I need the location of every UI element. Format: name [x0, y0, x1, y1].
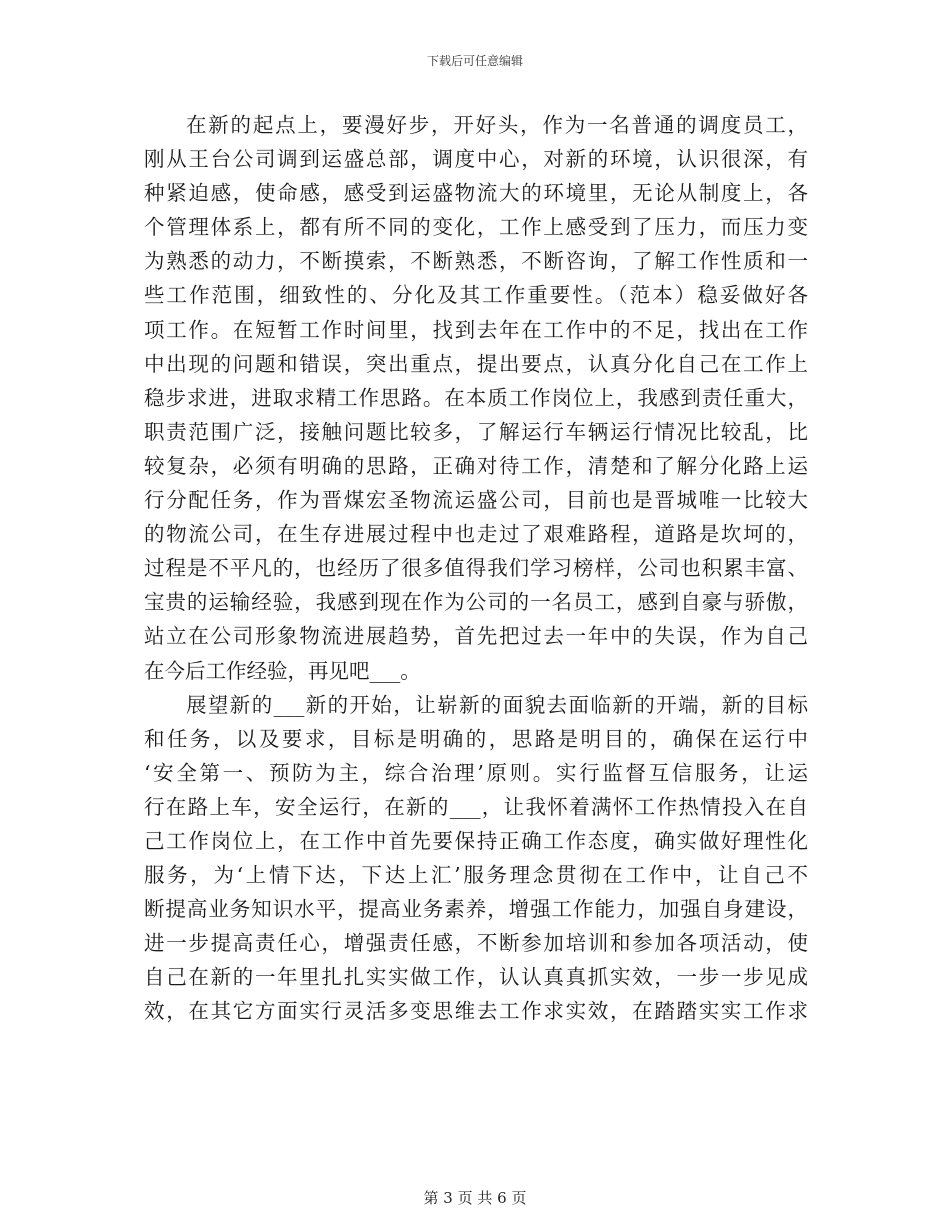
text-line: 在今后工作经验，再见吧___。	[144, 658, 421, 683]
text-line: 为熟悉的动力，不断摸索，不断熟悉，不断咨询，了解工作性质和一	[144, 249, 808, 274]
text-line: 服务，为‘上情下达，下达上汇’服务理念贯彻在工作中，让自己不	[144, 863, 808, 888]
text-line: 在新的起点上，要漫好步，开好头，作为一名普通的调度员工，	[186, 113, 808, 137]
text-line: 和任务，以及要求，目标是明确的，思路是明目的，确保在运行中	[144, 726, 808, 751]
text-line: 职责范围广泛，接触问题比较多，了解运行车辆运行情况比较乱，比	[144, 419, 808, 444]
text-line: 较复杂，必须有明确的思路，正确对待工作，清楚和了解分化路上运	[144, 453, 808, 478]
text-line: 项工作。在短暂工作时间里，找到去年在工作中的不足，找出在工作	[144, 317, 808, 342]
text-line: 中出现的问题和错误，突出重点，提出要点，认真分化自己在工作上	[144, 351, 808, 376]
page-header: 下载后可任意编辑	[426, 54, 523, 68]
text-line: 己工作岗位上，在工作中首先要保持正确工作态度，确实做好理性化	[144, 828, 808, 853]
text-line: 断提高业务知识水平，提高业务素养，增强工作能力，加强自身建设，	[144, 897, 808, 922]
paragraph-2	[144, 688, 808, 1029]
text-line: 展望新的___新的开始，让崭新的面貌去面临新的开端，新的目标	[186, 692, 808, 717]
text-line: 个管理体系上，都有所不同的变化，工作上感受到了压力，而压力变	[144, 215, 808, 240]
text-line: 刚从王台公司调到运盛总部，调度中心，对新的环境，认识很深，有	[144, 147, 808, 172]
text-line: ‘安全第一、预防为主，综合治理’原则。实行监督互信服务，让运	[144, 760, 808, 785]
text-line: 种紧迫感，使命感，感受到运盛物流大的环境里，无论从制度上，各	[144, 181, 808, 206]
paragraph-1	[144, 108, 808, 688]
text-line: 进一步提高责任心，增强责任感，不断参加培训和参加各项活动，使	[144, 931, 808, 956]
text-line: 宝贵的运输经验，我感到现在作为公司的一名员工，感到自豪与骄傲，	[144, 590, 808, 615]
text-line: 行分配任务，作为晋煤宏圣物流运盛公司，目前也是晋城唯一比较大	[144, 488, 808, 513]
text-line: 的物流公司，在生存进展过程中也走过了艰难路程，道路是坎坷的，	[144, 522, 808, 547]
text-line: 自己在新的一年里扎扎实实做工作，认认真真抓实效，一步一步见成	[144, 965, 808, 990]
page-number-footer: 第 3 页 共 6 页	[423, 1189, 527, 1207]
document-body	[144, 108, 808, 1029]
text-line: 行在路上车，安全运行，在新的___，让我怀着满怀工作热情投入在自	[144, 794, 808, 819]
text-line: 过程是不平凡的，也经历了很多值得我们学习榜样，公司也积累丰富、	[144, 556, 808, 581]
text-line: 站立在公司形象物流进展趋势，首先把过去一年中的失误，作为自己	[144, 624, 808, 649]
text-line: 些工作范围，细致性的、分化及其工作重要性。（范本）稳妥做好各	[144, 283, 808, 308]
text-line: 稳步求进，进取求精工作思路。在本质工作岗位上，我感到责任重大，	[144, 385, 808, 410]
text-line: 效，在其它方面实行灵活多变思维去工作求实效，在踏踏实实工作求	[144, 999, 808, 1024]
